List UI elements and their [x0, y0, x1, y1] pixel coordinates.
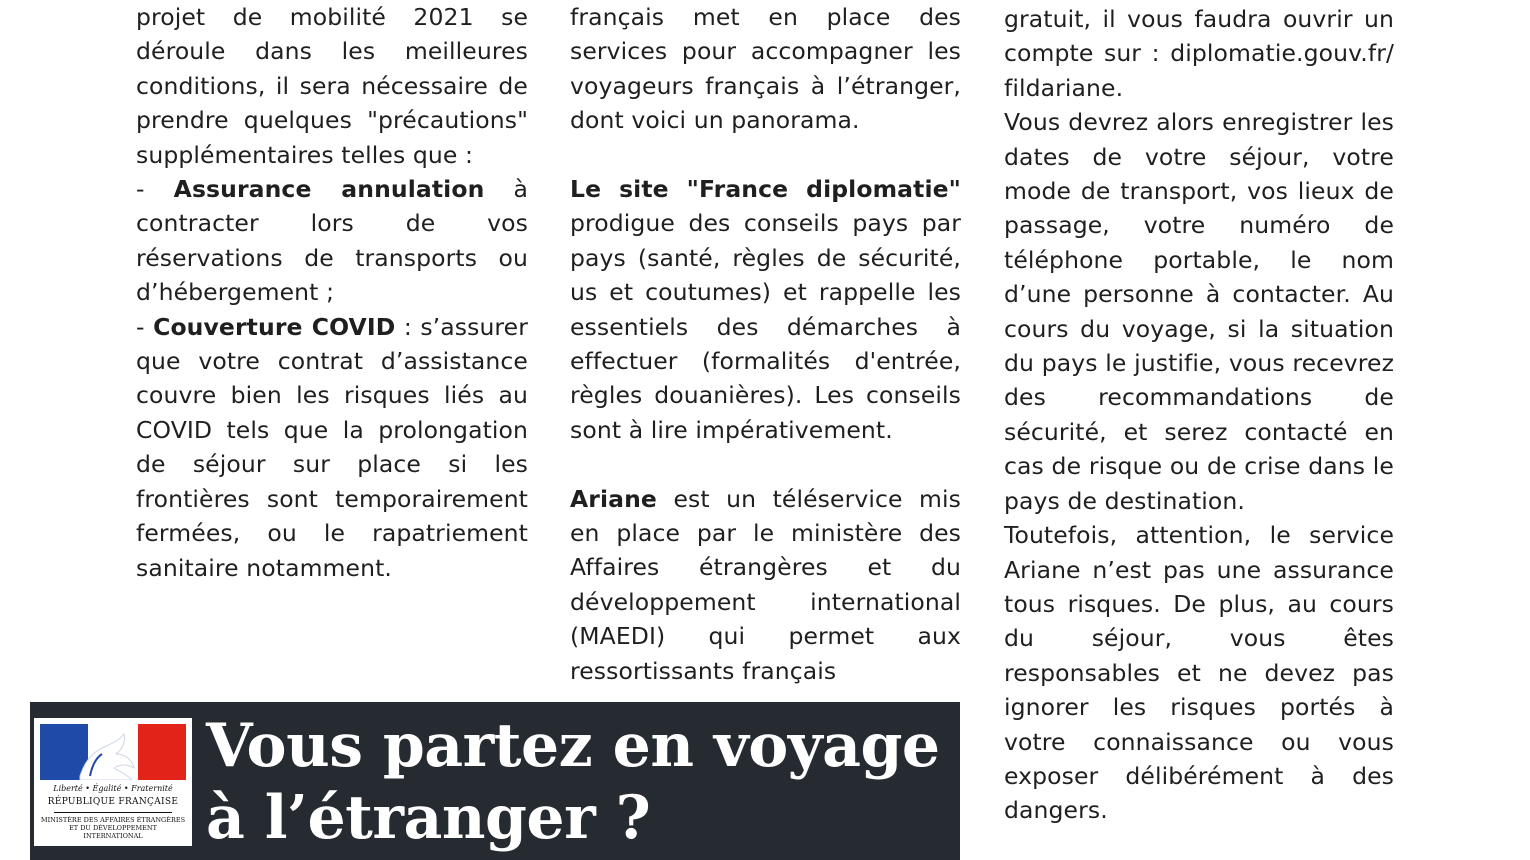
- banner-title-line1: Vous partez en voyage: [206, 711, 940, 781]
- column1-intro: projet de mobilité 2021 se déroule dans les meilleures conditions, il sera nécessaire de prendre quelques "précautions" supplémentaires telles que :: [136, 3, 528, 169]
- article-column-1: [136, 0, 528, 585]
- article-column-3: [1004, 2, 1394, 828]
- marianne-flag-icon: [40, 724, 186, 780]
- column3-p3: Toutefois, attention, le service Ariane n’est pas une assurance tous risques. De plus, au cours du séjour, vous êtes responsables et ne devez pas ignorer les risques portés à votre connaissance ou vous exposer délibérément à des dangers.: [1004, 521, 1394, 825]
- column2-p2-text: prodigue des conseils pays par pays (santé, règles de sécurité, us et coutumes) et rappelle les essentiels des démarches à effectuer (formalités d'entrée, règles douanières). Les conseils sont à lire impérativement.: [570, 209, 961, 444]
- column1-item2-dash: -: [136, 312, 154, 341]
- column2-ariane: [570, 482, 961, 688]
- column1-item1-dash: -: [136, 175, 174, 204]
- paragraph-gap: [570, 138, 961, 172]
- column2-p2-bold: Le site "France diplomatie": [570, 175, 961, 204]
- column3-p2: Vous devrez alors enregistrer les dates de votre séjour, votre mode de transport, vos lieux de passage, votre numéro de téléphone portable, le nom d’une personne à contacter. Au cours du voyage, si la situation du pays le justifie, vous recevrez des recommandations de sécurité, et serez contacté en cas de risque ou de crise dans le pays de destination.: [1004, 108, 1394, 515]
- column2-intro: français met en place des services pour accompagner les voyageurs français à l’étranger, dont voici un panorama.: [570, 3, 961, 135]
- column2-p3-bold: Ariane: [570, 484, 657, 513]
- logo-republic: RÉPUBLIQUE FRANÇAISE: [47, 797, 179, 807]
- banner-title: [206, 710, 956, 854]
- column1-item-assurance: [136, 172, 528, 310]
- column1-item2-text: : s’assurer que votre contrat d’assistance couvre bien les risques liés au COVID tels que la prolongation de séjour sur place si les frontières sont temporairement fermées, ou le rapatriement sanitaire notamment.: [136, 312, 528, 582]
- republique-francaise-logo: [34, 718, 192, 846]
- column1-item2-bold: Couverture COVID: [153, 312, 396, 341]
- paragraph-gap: [570, 447, 961, 481]
- column2-p3-text: est un téléservice mis en place par le ministère des Affaires étrangères et du développement international (MAEDI) qui permet aux ressortissants français: [570, 484, 961, 685]
- column1-item1-text: à contracter lors de vos réservations de transports ou d’hébergement ;: [136, 175, 528, 307]
- travel-banner: [30, 702, 960, 860]
- logo-motto: Liberté • Égalité • Fraternité: [53, 784, 173, 793]
- banner-title-line2: à l’étranger ?: [206, 783, 651, 853]
- column3-p1: gratuit, il vous faudra ouvrir un compte sur : diplomatie.gouv.fr/ fildariane.: [1004, 5, 1394, 102]
- article-column-2: [570, 0, 961, 688]
- column1-item-covid: [136, 310, 528, 585]
- column1-item1-bold: Assurance annulation: [173, 175, 485, 204]
- logo-ministry: MINISTÈRE DES AFFAIRES ÉTRANGÈRES ET DU DÉVELOPPEMENT INTERNATIONAL: [40, 816, 186, 840]
- column2-france-diplomatie: [570, 172, 961, 447]
- logo-divider: [54, 812, 172, 813]
